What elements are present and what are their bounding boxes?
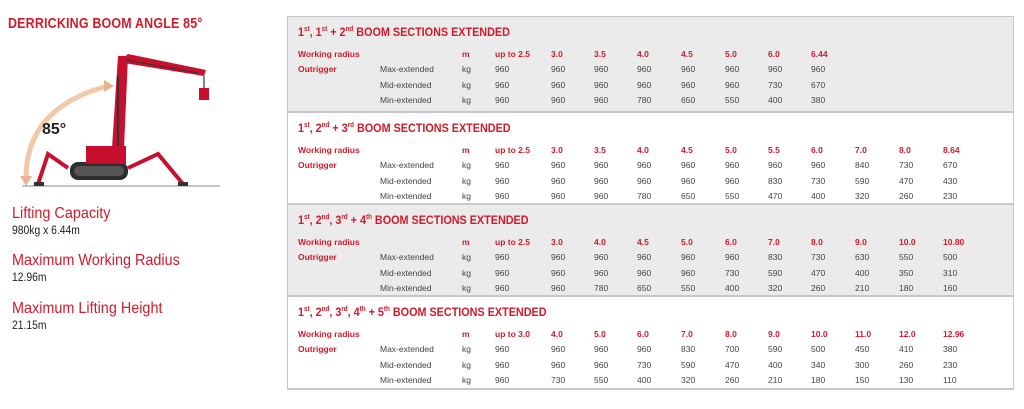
spec-label: Maximum Lifting Height bbox=[12, 300, 163, 317]
outrigger-right bbox=[128, 154, 183, 184]
capacity-cell: 960 bbox=[594, 252, 609, 262]
capacity-cell: 230 bbox=[943, 191, 958, 201]
working-radius-label: Working radius bbox=[298, 49, 360, 59]
capacity-row-mid bbox=[288, 268, 1013, 283]
title-text: BOOM SECTIONS EXTENDED bbox=[353, 25, 510, 39]
capacity-cell: 960 bbox=[551, 160, 566, 170]
capacity-cell: 960 bbox=[551, 268, 566, 278]
ordinal-suffix: st bbox=[304, 122, 310, 129]
capacity-cell: 960 bbox=[768, 64, 783, 74]
capacity-cell: 960 bbox=[811, 160, 826, 170]
capacity-cell: 630 bbox=[855, 252, 870, 262]
radius-cell: 3.5 bbox=[594, 49, 606, 59]
capacity-cell: 960 bbox=[637, 344, 652, 354]
capacity-cell: 960 bbox=[551, 252, 566, 262]
capacity-cell: 960 bbox=[681, 160, 696, 170]
capacity-row-max bbox=[288, 160, 1013, 175]
capacity-cell: 450 bbox=[855, 344, 870, 354]
radius-cell: 6.0 bbox=[637, 329, 649, 339]
radius-cell: 8.64 bbox=[943, 145, 960, 155]
capacity-cell: 160 bbox=[943, 283, 958, 293]
outrigger-extension-label: Min-extended bbox=[380, 95, 432, 105]
title-text: , 3 bbox=[329, 213, 342, 227]
radius-cell: 7.0 bbox=[768, 237, 780, 247]
unit-label: kg bbox=[462, 344, 471, 354]
radius-cell: up to 2.5 bbox=[495, 49, 530, 59]
radius-cell: 6.44 bbox=[811, 49, 828, 59]
capacity-cell: 590 bbox=[681, 360, 696, 370]
unit-label: kg bbox=[462, 268, 471, 278]
outrigger-extension-label: Max-extended bbox=[380, 252, 434, 262]
radius-cell: 3.0 bbox=[551, 49, 563, 59]
capacity-row-mid bbox=[288, 80, 1013, 95]
load-table-2 bbox=[287, 112, 1014, 204]
capacity-cell: 260 bbox=[811, 283, 826, 293]
capacity-cell: 400 bbox=[768, 360, 783, 370]
capacity-cell: 730 bbox=[551, 375, 566, 385]
capacity-cell: 960 bbox=[495, 80, 510, 90]
ordinal-suffix: th bbox=[383, 306, 390, 313]
ordinal-suffix: rd bbox=[341, 306, 348, 313]
capacity-cell: 960 bbox=[495, 283, 510, 293]
capacity-cell: 500 bbox=[943, 252, 958, 262]
spec-label: Lifting Capacity bbox=[12, 205, 111, 222]
capacity-cell: 260 bbox=[725, 375, 740, 385]
bottom-divider bbox=[287, 389, 1014, 390]
ordinal-suffix: st bbox=[321, 26, 328, 33]
capacity-cell: 960 bbox=[495, 64, 510, 74]
radius-cell: up to 2.5 bbox=[495, 237, 530, 247]
capacity-cell: 960 bbox=[594, 80, 609, 90]
capacity-row-min bbox=[288, 95, 1013, 110]
outrigger-label: Outrigger bbox=[298, 160, 337, 170]
capacity-cell: 180 bbox=[811, 375, 826, 385]
capacity-cell: 960 bbox=[551, 95, 566, 105]
outrigger-left bbox=[38, 154, 68, 184]
radius-cell: 10.0 bbox=[811, 329, 828, 339]
title-text: + 3 bbox=[329, 121, 348, 135]
radius-cell: 8.0 bbox=[811, 237, 823, 247]
working-radius-label: Working radius bbox=[298, 329, 360, 339]
capacity-cell: 780 bbox=[637, 95, 652, 105]
spec-lifting-capacity bbox=[12, 205, 121, 238]
capacity-cell: 960 bbox=[637, 268, 652, 278]
ordinal-suffix: nd bbox=[321, 214, 330, 221]
unit-label: kg bbox=[462, 176, 471, 186]
table-title bbox=[298, 213, 529, 227]
working-radius-label: Working radius bbox=[298, 145, 360, 155]
capacity-cell: 960 bbox=[637, 64, 652, 74]
title-text: 1 bbox=[298, 25, 305, 39]
capacity-cell: 380 bbox=[943, 344, 958, 354]
angle-arrowhead-bottom bbox=[20, 176, 32, 186]
ordinal-suffix: rd bbox=[341, 214, 348, 221]
ordinal-suffix: nd bbox=[321, 122, 330, 129]
unit-label: m bbox=[462, 329, 470, 339]
outrigger-foot-left bbox=[34, 182, 44, 186]
unit-label: kg bbox=[462, 64, 471, 74]
track-left-inner bbox=[74, 166, 124, 176]
capacity-cell: 470 bbox=[725, 360, 740, 370]
capacity-cell: 590 bbox=[768, 344, 783, 354]
outrigger-label: Outrigger bbox=[298, 252, 337, 262]
capacity-cell: 960 bbox=[495, 375, 510, 385]
spec-max-working-radius bbox=[12, 252, 198, 285]
left-spec-column bbox=[0, 0, 270, 409]
capacity-cell: 960 bbox=[551, 191, 566, 201]
radius-cell: 5.0 bbox=[594, 329, 606, 339]
radius-cell: up to 2.5 bbox=[495, 145, 530, 155]
capacity-cell: 110 bbox=[943, 375, 957, 385]
table-title bbox=[298, 121, 511, 135]
capacity-cell: 320 bbox=[681, 375, 696, 385]
capacity-cell: 960 bbox=[594, 360, 609, 370]
radius-cell: 6.0 bbox=[725, 237, 737, 247]
radius-cell: 8.0 bbox=[899, 145, 911, 155]
spec-value: 12.96m bbox=[12, 272, 47, 284]
title-text: BOOM SECTIONS EXTENDED bbox=[389, 305, 547, 319]
capacity-cell: 960 bbox=[551, 360, 566, 370]
capacity-cell: 730 bbox=[811, 176, 826, 186]
capacity-cell: 380 bbox=[811, 95, 826, 105]
capacity-cell: 960 bbox=[725, 176, 740, 186]
radius-cell: 9.0 bbox=[855, 237, 867, 247]
title-text: + 2 bbox=[327, 25, 346, 39]
capacity-cell: 960 bbox=[637, 80, 652, 90]
outrigger-extension-label: Max-extended bbox=[380, 160, 434, 170]
capacity-row-max bbox=[288, 252, 1013, 267]
radius-cell: 7.0 bbox=[855, 145, 867, 155]
capacity-cell: 960 bbox=[551, 80, 566, 90]
load-table-4 bbox=[287, 296, 1014, 389]
ordinal-suffix: th bbox=[359, 306, 366, 313]
crane-illustration bbox=[8, 36, 238, 196]
capacity-cell: 960 bbox=[637, 160, 652, 170]
capacity-cell: 650 bbox=[681, 191, 696, 201]
radius-cell: 10.80 bbox=[943, 237, 965, 247]
radius-header-row bbox=[288, 49, 1013, 64]
outrigger-extension-label: Mid-extended bbox=[380, 80, 432, 90]
radius-header-row bbox=[288, 145, 1013, 160]
capacity-cell: 960 bbox=[551, 176, 566, 186]
ordinal-suffix: nd bbox=[321, 306, 330, 313]
capacity-cell: 320 bbox=[855, 191, 870, 201]
spec-value: 21.15m bbox=[12, 320, 47, 332]
radius-cell: 12.0 bbox=[899, 329, 916, 339]
outrigger-extension-label: Mid-extended bbox=[380, 268, 432, 278]
ordinal-suffix: nd bbox=[345, 26, 354, 33]
capacity-cell: 780 bbox=[637, 191, 652, 201]
capacity-cell: 210 bbox=[768, 375, 783, 385]
radius-header-row bbox=[288, 329, 1013, 344]
outrigger-extension-label: Min-extended bbox=[380, 191, 432, 201]
capacity-cell: 470 bbox=[899, 176, 914, 186]
ordinal-suffix: st bbox=[304, 26, 310, 33]
title-text: , 2 bbox=[309, 305, 322, 319]
title-text: , 3 bbox=[329, 305, 342, 319]
angle-arrowhead-top bbox=[104, 80, 114, 92]
capacity-cell: 960 bbox=[495, 191, 510, 201]
outrigger-extension-label: Max-extended bbox=[380, 344, 434, 354]
capacity-cell: 960 bbox=[681, 80, 696, 90]
capacity-cell: 400 bbox=[725, 283, 740, 293]
radius-cell: 9.0 bbox=[768, 329, 780, 339]
capacity-cell: 230 bbox=[943, 360, 958, 370]
unit-label: m bbox=[462, 237, 470, 247]
capacity-cell: 960 bbox=[551, 283, 566, 293]
capacity-cell: 960 bbox=[594, 64, 609, 74]
capacity-cell: 400 bbox=[637, 375, 652, 385]
capacity-cell: 550 bbox=[594, 375, 609, 385]
capacity-cell: 730 bbox=[768, 80, 783, 90]
radius-cell: 7.0 bbox=[681, 329, 693, 339]
radius-cell: up to 3.0 bbox=[495, 329, 530, 339]
ordinal-suffix: th bbox=[365, 214, 372, 221]
unit-label: kg bbox=[462, 95, 471, 105]
ordinal-suffix: st bbox=[304, 306, 310, 313]
capacity-cell: 960 bbox=[768, 160, 783, 170]
unit-label: kg bbox=[462, 360, 471, 370]
load-table-1 bbox=[287, 16, 1014, 112]
unit-label: kg bbox=[462, 80, 471, 90]
radius-cell: 5.5 bbox=[768, 145, 780, 155]
title-text: , 2 bbox=[309, 213, 322, 227]
capacity-cell: 960 bbox=[681, 64, 696, 74]
capacity-cell: 410 bbox=[899, 344, 914, 354]
capacity-cell: 960 bbox=[551, 64, 566, 74]
radius-cell: 4.5 bbox=[637, 237, 649, 247]
capacity-cell: 960 bbox=[725, 160, 740, 170]
capacity-row-mid bbox=[288, 176, 1013, 191]
capacity-cell: 730 bbox=[899, 160, 914, 170]
capacity-cell: 700 bbox=[725, 344, 740, 354]
capacity-cell: 350 bbox=[899, 268, 914, 278]
spec-label: Maximum Working Radius bbox=[12, 252, 180, 269]
radius-cell: 10.0 bbox=[899, 237, 916, 247]
title-text: + 4 bbox=[347, 213, 366, 227]
radius-cell: 4.0 bbox=[551, 329, 563, 339]
crane-body bbox=[86, 146, 126, 164]
capacity-cell: 780 bbox=[594, 283, 609, 293]
radius-cell: 4.5 bbox=[681, 145, 693, 155]
capacity-row-min bbox=[288, 375, 1013, 390]
capacity-cell: 840 bbox=[855, 160, 870, 170]
title-text: 1 bbox=[298, 213, 305, 227]
angle-label: 85° bbox=[42, 121, 67, 138]
crane-boom bbox=[112, 56, 128, 148]
capacity-cell: 400 bbox=[811, 191, 826, 201]
capacity-cell: 430 bbox=[943, 176, 958, 186]
capacity-cell: 400 bbox=[855, 268, 870, 278]
title-text: , 4 bbox=[347, 305, 360, 319]
capacity-cell: 310 bbox=[943, 268, 958, 278]
capacity-cell: 960 bbox=[495, 95, 510, 105]
capacity-cell: 340 bbox=[811, 360, 826, 370]
capacity-cell: 960 bbox=[594, 191, 609, 201]
table-title bbox=[298, 25, 510, 39]
capacity-cell: 960 bbox=[594, 95, 609, 105]
page-title: DERRICKING BOOM ANGLE 85° bbox=[8, 16, 203, 32]
capacity-cell: 470 bbox=[768, 191, 783, 201]
spec-max-lifting-height bbox=[12, 300, 179, 333]
capacity-cell: 830 bbox=[768, 252, 783, 262]
capacity-cell: 730 bbox=[811, 252, 826, 262]
outrigger-extension-label: Mid-extended bbox=[380, 360, 432, 370]
title-text: 1 bbox=[298, 121, 305, 135]
capacity-cell: 960 bbox=[681, 252, 696, 262]
title-text: BOOM SECTIONS EXTENDED bbox=[353, 121, 511, 135]
radius-cell: 3.0 bbox=[551, 237, 563, 247]
capacity-row-max bbox=[288, 64, 1013, 79]
capacity-cell: 960 bbox=[495, 360, 510, 370]
capacity-cell: 960 bbox=[594, 176, 609, 186]
ordinal-suffix: rd bbox=[347, 122, 354, 129]
table-title bbox=[298, 305, 547, 319]
capacity-cell: 180 bbox=[899, 283, 914, 293]
capacity-cell: 960 bbox=[495, 176, 510, 186]
radius-cell: 11.0 bbox=[855, 329, 872, 339]
unit-label: kg bbox=[462, 160, 471, 170]
capacity-cell: 960 bbox=[725, 64, 740, 74]
capacity-cell: 960 bbox=[637, 176, 652, 186]
capacity-row-mid bbox=[288, 360, 1013, 375]
radius-cell: 5.0 bbox=[681, 237, 693, 247]
capacity-cell: 830 bbox=[768, 176, 783, 186]
capacity-cell: 960 bbox=[637, 252, 652, 262]
radius-cell: 6.0 bbox=[768, 49, 780, 59]
title-text: , 2 bbox=[309, 121, 322, 135]
title-text: , 1 bbox=[309, 25, 322, 39]
capacity-cell: 400 bbox=[768, 95, 783, 105]
capacity-cell: 260 bbox=[899, 191, 914, 201]
outrigger-extension-label: Max-extended bbox=[380, 64, 434, 74]
capacity-cell: 960 bbox=[495, 252, 510, 262]
capacity-cell: 960 bbox=[495, 160, 510, 170]
title-text: 1 bbox=[298, 305, 305, 319]
capacity-cell: 670 bbox=[943, 160, 958, 170]
radius-cell: 4.0 bbox=[637, 49, 649, 59]
capacity-cell: 730 bbox=[637, 360, 652, 370]
capacity-cell: 960 bbox=[551, 344, 566, 354]
capacity-cell: 670 bbox=[811, 80, 826, 90]
radius-cell: 12.96 bbox=[943, 329, 965, 339]
capacity-cell: 550 bbox=[681, 283, 696, 293]
capacity-cell: 960 bbox=[594, 160, 609, 170]
radius-cell: 5.0 bbox=[725, 145, 737, 155]
unit-label: m bbox=[462, 145, 470, 155]
radius-cell: 6.0 bbox=[811, 145, 823, 155]
capacity-cell: 550 bbox=[725, 95, 740, 105]
unit-label: kg bbox=[462, 283, 471, 293]
ordinal-suffix: st bbox=[304, 214, 310, 221]
capacity-cell: 960 bbox=[725, 252, 740, 262]
radius-cell: 5.0 bbox=[725, 49, 737, 59]
capacity-cell: 960 bbox=[495, 344, 510, 354]
unit-label: kg bbox=[462, 191, 471, 201]
capacity-cell: 590 bbox=[855, 176, 870, 186]
title-text: + 5 bbox=[365, 305, 384, 319]
capacity-cell: 960 bbox=[594, 344, 609, 354]
capacity-cell: 730 bbox=[725, 268, 740, 278]
capacity-cell: 590 bbox=[768, 268, 783, 278]
radius-cell: 3.5 bbox=[594, 145, 606, 155]
unit-label: kg bbox=[462, 375, 471, 385]
capacity-cell: 960 bbox=[811, 64, 826, 74]
outrigger-extension-label: Min-extended bbox=[380, 375, 432, 385]
outrigger-label: Outrigger bbox=[298, 344, 337, 354]
capacity-cell: 260 bbox=[899, 360, 914, 370]
capacity-cell: 320 bbox=[768, 283, 783, 293]
outrigger-extension-label: Mid-extended bbox=[380, 176, 432, 186]
radius-header-row bbox=[288, 237, 1013, 252]
radius-cell: 8.0 bbox=[725, 329, 737, 339]
capacity-cell: 470 bbox=[811, 268, 826, 278]
radius-cell: 4.0 bbox=[594, 237, 606, 247]
capacity-cell: 130 bbox=[899, 375, 914, 385]
capacity-cell: 960 bbox=[681, 268, 696, 278]
capacity-cell: 150 bbox=[855, 375, 870, 385]
capacity-cell: 960 bbox=[495, 268, 510, 278]
capacity-cell: 830 bbox=[681, 344, 696, 354]
crane-drawing bbox=[8, 36, 238, 196]
spec-value: 980kg x 6.44m bbox=[12, 225, 80, 237]
capacity-cell: 300 bbox=[855, 360, 870, 370]
capacity-cell: 960 bbox=[594, 268, 609, 278]
capacity-cell: 550 bbox=[725, 191, 740, 201]
crane-jib bbox=[118, 54, 206, 76]
unit-label: m bbox=[462, 49, 470, 59]
radius-cell: 3.0 bbox=[551, 145, 563, 155]
unit-label: kg bbox=[462, 252, 471, 262]
load-table-3 bbox=[287, 204, 1014, 296]
capacity-cell: 960 bbox=[725, 80, 740, 90]
hook-block bbox=[199, 88, 209, 100]
capacity-cell: 960 bbox=[681, 176, 696, 186]
outrigger-foot-right bbox=[178, 182, 188, 186]
working-radius-label: Working radius bbox=[298, 237, 360, 247]
capacity-cell: 500 bbox=[811, 344, 826, 354]
radius-cell: 4.0 bbox=[637, 145, 649, 155]
capacity-row-max bbox=[288, 344, 1013, 359]
outrigger-label: Outrigger bbox=[298, 64, 337, 74]
title-text: BOOM SECTIONS EXTENDED bbox=[371, 213, 529, 227]
outrigger-extension-label: Min-extended bbox=[380, 283, 432, 293]
capacity-cell: 210 bbox=[855, 283, 870, 293]
capacity-cell: 650 bbox=[637, 283, 652, 293]
radius-cell: 4.5 bbox=[681, 49, 693, 59]
capacity-cell: 650 bbox=[681, 95, 696, 105]
capacity-cell: 550 bbox=[899, 252, 914, 262]
